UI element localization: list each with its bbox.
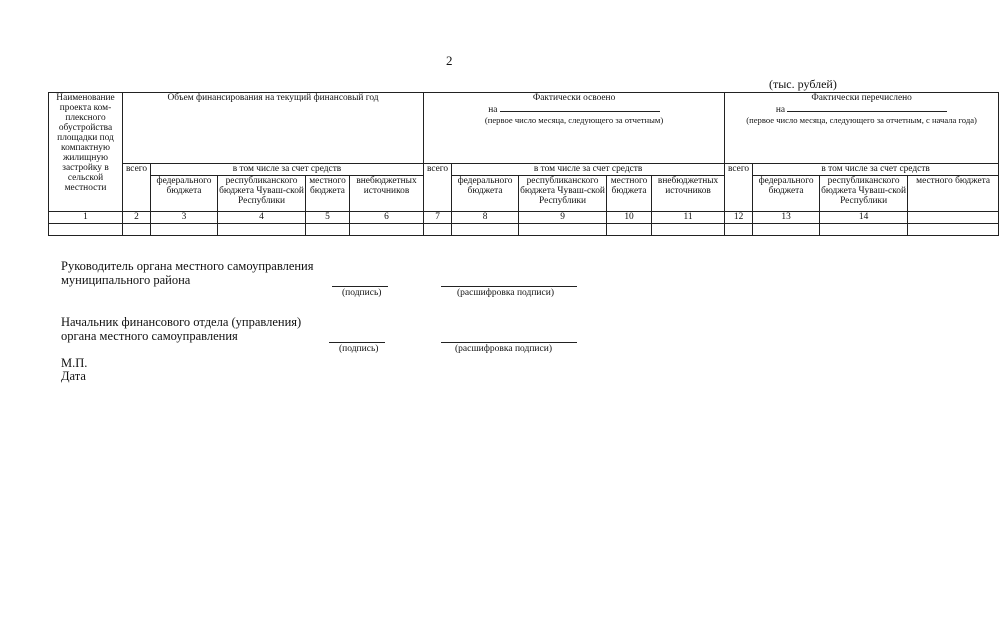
actual-date-line — [500, 103, 660, 112]
units-label: (тыс. рублей) — [769, 77, 837, 91]
header-planned-financing: Объем финансирования на текущий финансовый год — [123, 93, 424, 164]
head-signatory-line1: Руководитель органа местного самоуправления — [61, 259, 314, 273]
column-number: 14 — [820, 212, 908, 224]
table-cell — [123, 224, 151, 236]
column-number: 12 — [725, 212, 753, 224]
table-cell — [753, 224, 820, 236]
column-number: 2 — [123, 212, 151, 224]
column-number: 1 — [49, 212, 123, 224]
column-number: 6 — [350, 212, 424, 224]
table-cell — [218, 224, 306, 236]
table-cell — [908, 224, 999, 236]
finance-signatory-line1: Начальник финансового отдела (управления) — [61, 315, 302, 329]
header-actual-spent — [424, 93, 725, 164]
transferred-on: на — [775, 105, 785, 115]
column-number-overflow — [908, 212, 999, 224]
column-number: 13 — [753, 212, 820, 224]
header-incl-sources: в том числе за счет средств — [753, 164, 999, 176]
table-cell — [452, 224, 519, 236]
header-federal: федерального бюджета — [753, 176, 820, 212]
table-cell — [652, 224, 725, 236]
header-republic: республиканского бюджета Чуваш-ской Республики — [519, 176, 607, 212]
actual-on: на — [488, 105, 498, 115]
header-republic: республиканского бюджета Чуваш-ской Республики — [820, 176, 908, 212]
actual-subtitle: (первое число месяца, следующего за отчетным) — [484, 115, 664, 125]
page-number: 2 — [446, 53, 453, 68]
transferred-date-line — [787, 103, 947, 112]
table-cell — [519, 224, 607, 236]
header-total: всего — [725, 164, 753, 212]
finance-signature-line — [329, 342, 385, 343]
empty-data-row — [49, 224, 999, 236]
header-offbudget: внебюджетных источников — [350, 176, 424, 212]
column-number: 9 — [519, 212, 607, 224]
finance-decoding-caption: (расшифровка подписи) — [455, 344, 552, 354]
table-cell — [607, 224, 652, 236]
column-number: 5 — [306, 212, 350, 224]
column-number: 10 — [607, 212, 652, 224]
finance-decoding-line — [441, 342, 577, 343]
finance-signatory — [61, 315, 301, 343]
header-total: всего — [424, 164, 452, 212]
table-cell — [350, 224, 424, 236]
table-cell — [306, 224, 350, 236]
head-signatory — [61, 259, 314, 287]
header-republic: республиканского бюджета Чуваш-ской Республики — [218, 176, 306, 212]
column-number: 3 — [151, 212, 218, 224]
table-cell — [725, 224, 753, 236]
transferred-title: Фактически перечислено — [811, 93, 912, 103]
column-number: 7 — [424, 212, 452, 224]
header-federal: федерального бюджета — [151, 176, 218, 212]
transferred-subtitle: (первое число месяца, следующего за отчетным, с начала года) — [746, 115, 977, 125]
head-decoding-caption: (расшифровка подписи) — [457, 288, 554, 298]
finance-signature-caption: (подпись) — [339, 344, 379, 354]
header-federal: федерального бюджета — [452, 176, 519, 212]
column-number: 8 — [452, 212, 519, 224]
head-signature-line — [332, 286, 388, 287]
head-signatory-line2: муниципального района — [61, 273, 191, 287]
report-table-container — [48, 92, 991, 236]
finance-signatory-line2: органа местного самоуправления — [61, 329, 238, 343]
header-total: всего — [123, 164, 151, 212]
table-cell — [820, 224, 908, 236]
head-signature-caption: (подпись) — [342, 288, 382, 298]
header-project-name: Наименование проекта ком-плексного обустройства площадки под компактную жилищную застройку в сельской местности — [49, 93, 123, 212]
column-number: 4 — [218, 212, 306, 224]
table-cell — [49, 224, 123, 236]
column-numbers-row — [49, 212, 999, 224]
stamp-label: М.П. — [61, 356, 88, 370]
header-actual-transferred — [725, 93, 999, 164]
actual-title: Фактически освоено — [532, 93, 616, 103]
head-decoding-line — [441, 286, 577, 287]
table-cell — [151, 224, 218, 236]
header-offbudget: внебюджетных источников — [652, 176, 725, 212]
column-number: 11 — [652, 212, 725, 224]
header-local: местного бюджета — [908, 176, 999, 212]
header-incl-sources: в том числе за счет средств — [452, 164, 725, 176]
date-label: Дата — [61, 369, 86, 383]
report-table — [48, 92, 999, 236]
table-cell — [424, 224, 452, 236]
header-local: местного бюджета — [306, 176, 350, 212]
header-incl-sources: в том числе за счет средств — [151, 164, 424, 176]
header-local: местного бюджета — [607, 176, 652, 212]
